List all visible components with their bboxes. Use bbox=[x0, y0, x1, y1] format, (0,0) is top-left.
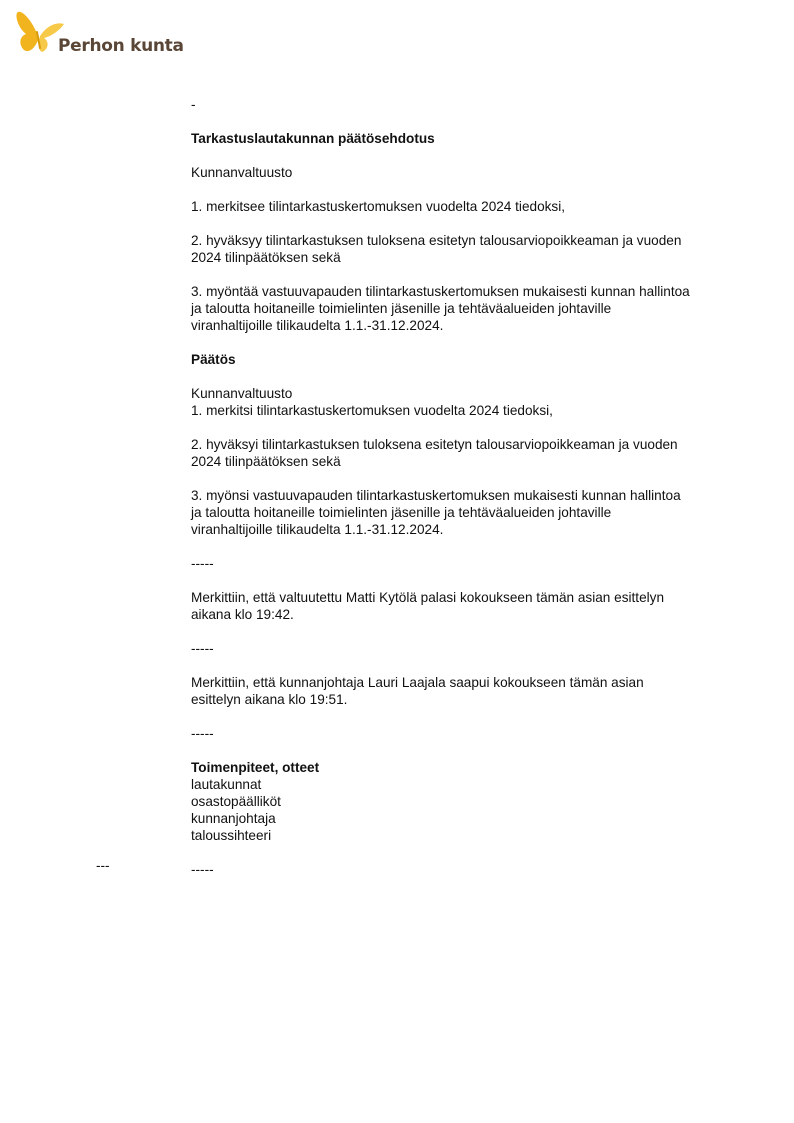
proposal-item: 3. myöntää vastuuvapauden tilintarkastuskertomuksen mukaisesti kunnan hallintoa ja taloutta hoitaneille toimielinten jäsenille ja tehtäväalueiden johtaville viranhaltijoille tilikaudelta 1.1.-31.12.2024. bbox=[191, 284, 690, 333]
end-separator: ----- bbox=[191, 862, 214, 877]
action-item: taloussihteeri bbox=[191, 828, 272, 843]
action-item: lautakunnat bbox=[191, 777, 262, 792]
document-body bbox=[191, 96, 691, 895]
proposal-item: 2. hyväksyy tilintarkastuksen tuloksena esitetyn talousarviopoikkeaman ja vuoden 2024 tilinpäätöksen sekä bbox=[191, 233, 682, 265]
note: Merkittiin, että kunnanjohtaja Lauri Laajala saapui kokoukseen tämän asian esittelyn aikana klo 19:51. bbox=[191, 675, 644, 707]
decision-item: 2. hyväksyi tilintarkastuksen tuloksena esitetyn talousarviopoikkeaman ja vuoden 2024 tilinpäätöksen sekä bbox=[191, 437, 678, 469]
action-item: osastopäälliköt bbox=[191, 794, 281, 809]
note: Merkittiin, että valtuutettu Matti Kytölä palasi kokoukseen tämän asian esittelyn aikana klo 19:42. bbox=[191, 590, 665, 622]
proposal-body: Kunnanvaltuusto bbox=[191, 165, 293, 180]
action-item: kunnanjohtaja bbox=[191, 811, 276, 826]
separator: ----- bbox=[191, 641, 214, 656]
decision-body: Kunnanvaltuusto bbox=[191, 386, 293, 401]
decision-item: 1. merkitsi tilintarkastuskertomuksen vuodelta 2024 tiedoksi, bbox=[191, 403, 553, 418]
proposal-item: 1. merkitsee tilintarkastuskertomuksen vuodelta 2024 tiedoksi, bbox=[191, 199, 566, 214]
dash-marker: - bbox=[191, 97, 196, 112]
logo bbox=[14, 10, 184, 60]
left-end-mark: --- bbox=[96, 858, 110, 873]
separator: ----- bbox=[191, 556, 214, 571]
separator: ----- bbox=[191, 726, 214, 741]
proposal-heading: Tarkastuslautakunnan päätösehdotus bbox=[191, 131, 435, 146]
decision-heading: Päätös bbox=[191, 352, 236, 367]
decision-item: 3. myönsi vastuuvapauden tilintarkastuskertomuksen mukaisesti kunnan hallintoa ja taloutta hoitaneille toimielinten jäsenille ja tehtäväalueiden johtaville viranhaltijoille tilikaudelta 1.1.-31.12.2024. bbox=[191, 488, 681, 537]
actions-heading: Toimenpiteet, otteet bbox=[191, 760, 320, 775]
logo-text: Perhon kunta bbox=[58, 36, 184, 56]
